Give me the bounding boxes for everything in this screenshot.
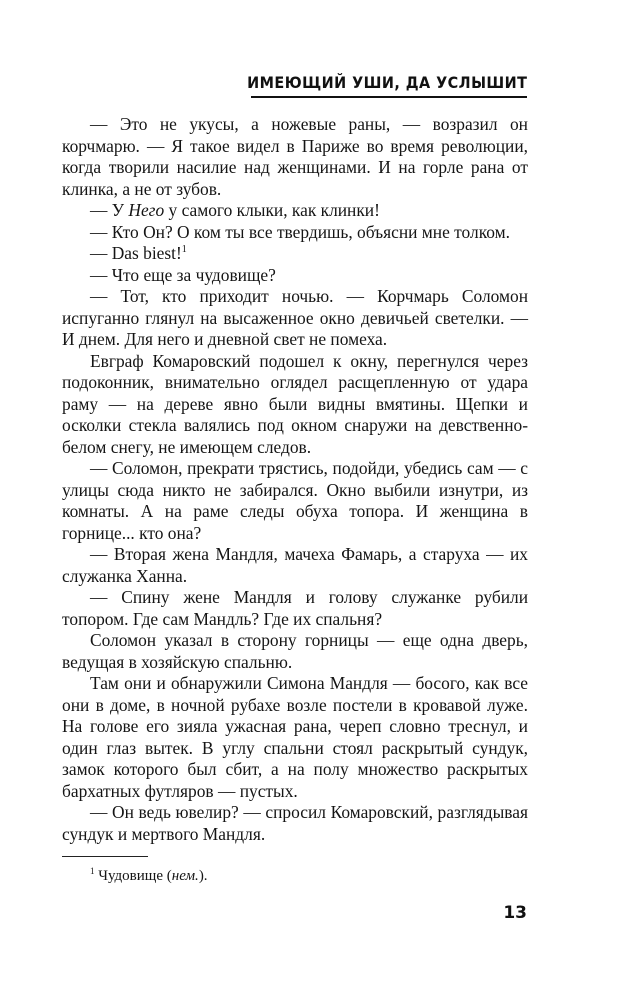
paragraph <box>62 200 528 222</box>
header-rule <box>251 96 527 98</box>
text-span: у самого клыки, как клинки! <box>164 200 380 220</box>
footnote-marker: 1 <box>90 866 95 876</box>
footnote-rule <box>62 856 148 857</box>
footnote-reference[interactable]: 1 <box>181 244 187 256</box>
text-span: — У <box>90 200 129 220</box>
footnote-text-end: ). <box>198 868 208 884</box>
body-text <box>62 114 528 845</box>
paragraph: — Спину жене Мандля и голову служанке рубили топором. Где сам Мандль? Где их спальня? <box>62 587 528 629</box>
paragraph: — Кто Он? О ком ты все твердишь, объясни мне толком. <box>90 221 510 242</box>
paragraph: — Тот, кто приходит ночью. — Корчмарь Соломон испуганно глянул на высаженное окно девичьей светелки. — И днем. Для него и дневной свет не помеха. <box>62 286 528 349</box>
footnote-emphasis: нем. <box>171 868 199 884</box>
paragraph: Там они и обнаружили Симона Мандля — босого, как все они в доме, в ночной рубахе возле постели в кровавой луже. На голове его зияла ужасная рана, череп словно треснул, и один глаз вытек. В углу спальни стоял раскрытый сундук, замок которого был сбит, а на полу множество раскрытых бархатных футляров — пустых. <box>62 673 528 801</box>
paragraph <box>62 243 528 265</box>
footnote <box>90 866 208 885</box>
paragraph: — Соломон, прекрати трястись, подойди, убедись сам — с улицы сюда никто не забирался. Окно выбили изнутри, из комнаты. А на раме следы обуха топора. И женщина в горнице... кто она? <box>62 458 528 543</box>
page-number: 13 <box>503 903 527 923</box>
paragraph: — Он ведь ювелир? — спросил Комаровский, разглядывая сундук и мертвого Мандля. <box>62 802 528 844</box>
paragraph: — Это не укусы, а ножевые раны, — возразил он корчмарю. — Я такое видел в Париже во время революции, когда творили насилие над женщинами. И на горле рана от клинка, а не от зубов. <box>62 114 528 199</box>
emphasis: Него <box>128 200 165 220</box>
paragraph: Соломон указал в сторону горницы — еще одна дверь, ведущая в хозяйскую спальню. <box>62 630 528 672</box>
text-span: — Das biest! <box>90 243 182 263</box>
paragraph: Евграф Комаровский подошел к окну, перегнулся через подоконник, внимательно оглядел расщепленную от удара раму — на дереве явно были видны вмятины. Щепки и осколки стекла валялись под окном снаружи на девственно-белом снегу, не имеющем следов. <box>62 350 528 457</box>
footnote-text: Чудовище ( <box>94 868 172 884</box>
paragraph: — Вторая жена Мандля, мачеха Фамарь, а старуха — их служанка Ханна. <box>62 544 528 586</box>
running-title: ИМЕЮЩИЙ УШИ, ДА УСЛЫШИТ <box>246 73 527 92</box>
paragraph: — Что еще за чудовище? <box>90 264 276 285</box>
